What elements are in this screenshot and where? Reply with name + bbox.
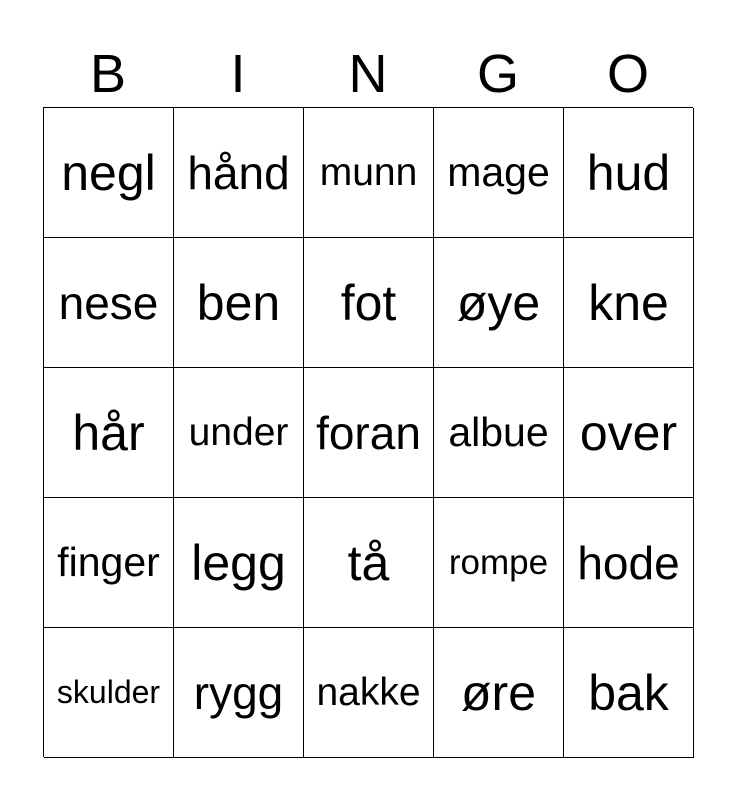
cell-word: foran [316,406,421,459]
bingo-cell[interactable] [304,108,434,238]
cell-word: negl [61,144,156,201]
cell-word: skulder [56,674,161,710]
bingo-cell[interactable] [44,238,174,368]
bingo-cell[interactable] [564,628,694,758]
bingo-cell[interactable] [44,498,174,628]
bingo-cell[interactable] [434,238,564,368]
header-letter-o: O [606,44,649,104]
bingo-cell[interactable] [44,368,174,498]
cell-word: bak [588,664,669,721]
cell-word: fot [340,274,397,331]
header-letter-i: I [230,44,246,104]
bingo-cell[interactable] [174,498,304,628]
cell-word: nakke [316,670,421,714]
bingo-cell[interactable] [434,498,564,628]
header-letter-b: B [89,44,127,104]
cell-word: rygg [193,666,284,719]
bingo-cell[interactable] [434,368,564,498]
bingo-cell[interactable] [174,108,304,238]
cell-word: tå [347,534,390,591]
cell-word: hud [586,144,671,201]
bingo-cell[interactable] [564,238,694,368]
bingo-cell[interactable] [564,108,694,238]
cell-word: under [188,410,289,454]
bingo-cell[interactable] [304,498,434,628]
cell-word: hode [577,536,680,589]
cell-word: kne [588,274,669,331]
cell-word: hår [72,404,145,461]
cell-word: over [579,404,678,461]
bingo-cell[interactable] [304,628,434,758]
cell-word: øye [456,274,541,331]
cell-word: albue [448,409,549,455]
cell-word: ben [196,274,281,331]
cell-word: legg [191,534,286,591]
bingo-cell[interactable] [304,368,434,498]
cell-word: hånd [187,146,290,199]
header-letter-n: N [348,44,388,104]
cell-word: rompe [448,542,549,582]
cell-word: øre [461,664,536,721]
bingo-cell[interactable] [44,108,174,238]
header-letter-g: G [476,44,519,104]
cell-word: finger [57,539,160,585]
bingo-cell[interactable] [564,498,694,628]
cell-word: munn [319,150,418,194]
bingo-cell[interactable] [434,108,564,238]
bingo-cell[interactable] [174,238,304,368]
bingo-header [43,40,693,108]
cell-word: mage [447,149,550,195]
bingo-cell[interactable] [564,368,694,498]
bingo-board [43,107,693,757]
bingo-cell[interactable] [44,628,174,758]
bingo-cell[interactable] [174,628,304,758]
bingo-cell[interactable] [434,628,564,758]
bingo-cell[interactable] [304,238,434,368]
bingo-cell[interactable] [174,368,304,498]
cell-word: nese [58,276,159,329]
